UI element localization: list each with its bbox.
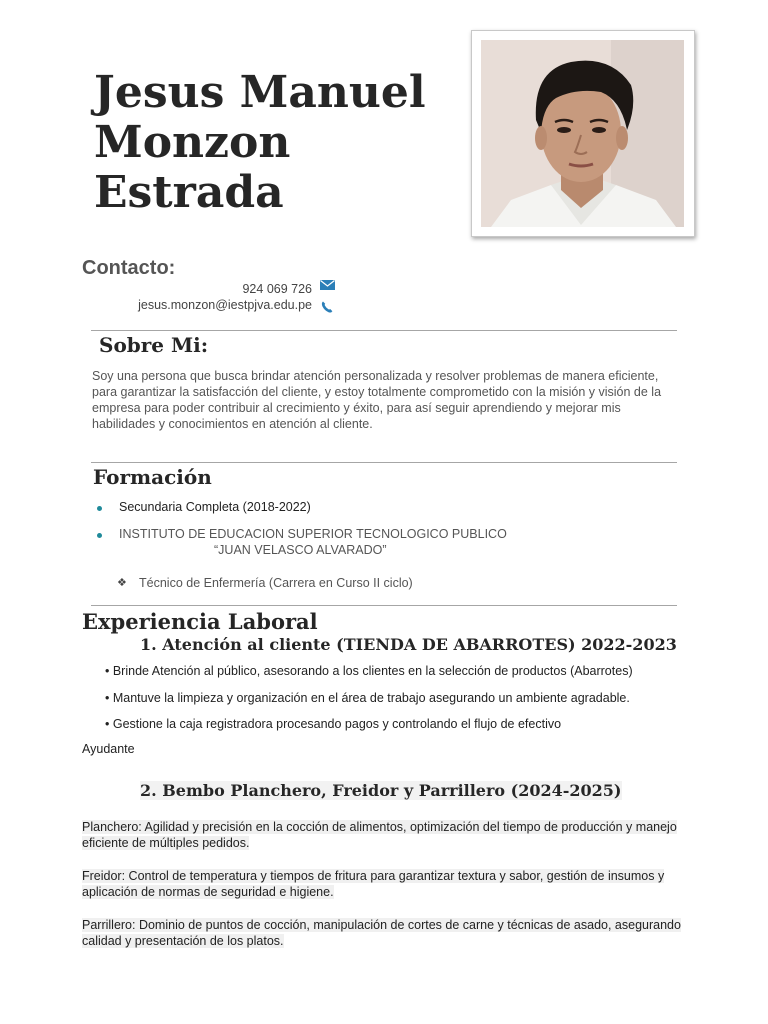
- job-description: [82, 819, 682, 851]
- job-description-text: Parrillero: Dominio de puntos de cocción, manipulación de cortes de carne y técnicas de asado, asegurando calidad y presentación de los platos.: [82, 918, 681, 948]
- education-item: Secundaria Completa (2018-2022): [119, 500, 311, 514]
- portrait-image: [481, 40, 684, 227]
- name-line: Jesus Manuel: [94, 67, 426, 118]
- job-description: [82, 868, 682, 900]
- education-item-institute-name: “JUAN VELASCO ALVARADO”: [214, 543, 387, 557]
- job-description-text: Freidor: Control de temperatura y tiempos de fritura para garantizar textura y sabor, gestión de insumos y aplicación de normas de seguridad e higiene.: [82, 869, 665, 899]
- phone-icon: [320, 300, 334, 314]
- education-item: INSTITUTO DE EDUCACION SUPERIOR TECNOLOGICO PUBLICO: [119, 527, 507, 541]
- education-subitem: Técnico de Enfermería (Carrera en Curso II ciclo): [139, 576, 413, 590]
- job-title: 1. Atención al cliente (TIENDA DE ABARROTES) 2022-2023: [140, 635, 677, 654]
- job-bullet: • Gestione la caja registradora procesando pagos y controlando el flujo de efectivo: [105, 717, 562, 731]
- experience-heading: Experiencia Laboral: [82, 609, 318, 634]
- name-line: Monzon: [94, 117, 291, 168]
- about-heading: Sobre Mi:: [99, 333, 209, 357]
- job-role: Ayudante: [82, 742, 135, 756]
- profile-photo: [481, 40, 684, 227]
- job-bullet: • Brinde Atención al público, asesorando a los clientes en la selección de productos (Abarrotes): [105, 664, 633, 678]
- divider: [91, 462, 677, 463]
- formation-heading: Formación: [93, 465, 212, 489]
- full-name: [94, 68, 454, 218]
- bullet-icon: [97, 506, 102, 511]
- job-title: 2. Bembo Planchero, Freidor y Parrillero (2024-2025): [140, 781, 622, 800]
- phone-number[interactable]: 924 069 726: [242, 282, 312, 296]
- divider: [91, 605, 677, 606]
- profile-photo-frame: [471, 30, 695, 237]
- job-bullet: • Mantuve la limpieza y organización en el área de trabajo asegurando un ambiente agradable.: [105, 691, 630, 705]
- name-line: Estrada: [94, 167, 284, 218]
- bullet-icon: [97, 533, 102, 538]
- job-description-text: Planchero: Agilidad y precisión en la cocción de alimentos, optimización del tiempo de producción y manejo eficiente de múltiples pedidos.: [82, 820, 677, 850]
- mail-icon: [320, 280, 335, 290]
- diamond-bullet-icon: ❖: [117, 577, 127, 589]
- email-address[interactable]: jesus.monzon@iestpjva.edu.pe: [138, 298, 312, 312]
- about-text: Soy una persona que busca brindar atención personalizada y resolver problemas de manera eficiente, para garantizar la satisfacción del cliente, y estoy totalmente comprometido con la misión y visión de la empresa para poder contribuir al crecimiento y éxito, para así seguir aprendiendo y mejorar mis habilidades y conocimientos en atención al cliente.: [92, 369, 662, 431]
- divider: [91, 330, 677, 331]
- contact-heading: Contacto:: [82, 257, 176, 279]
- job-description: [82, 917, 682, 949]
